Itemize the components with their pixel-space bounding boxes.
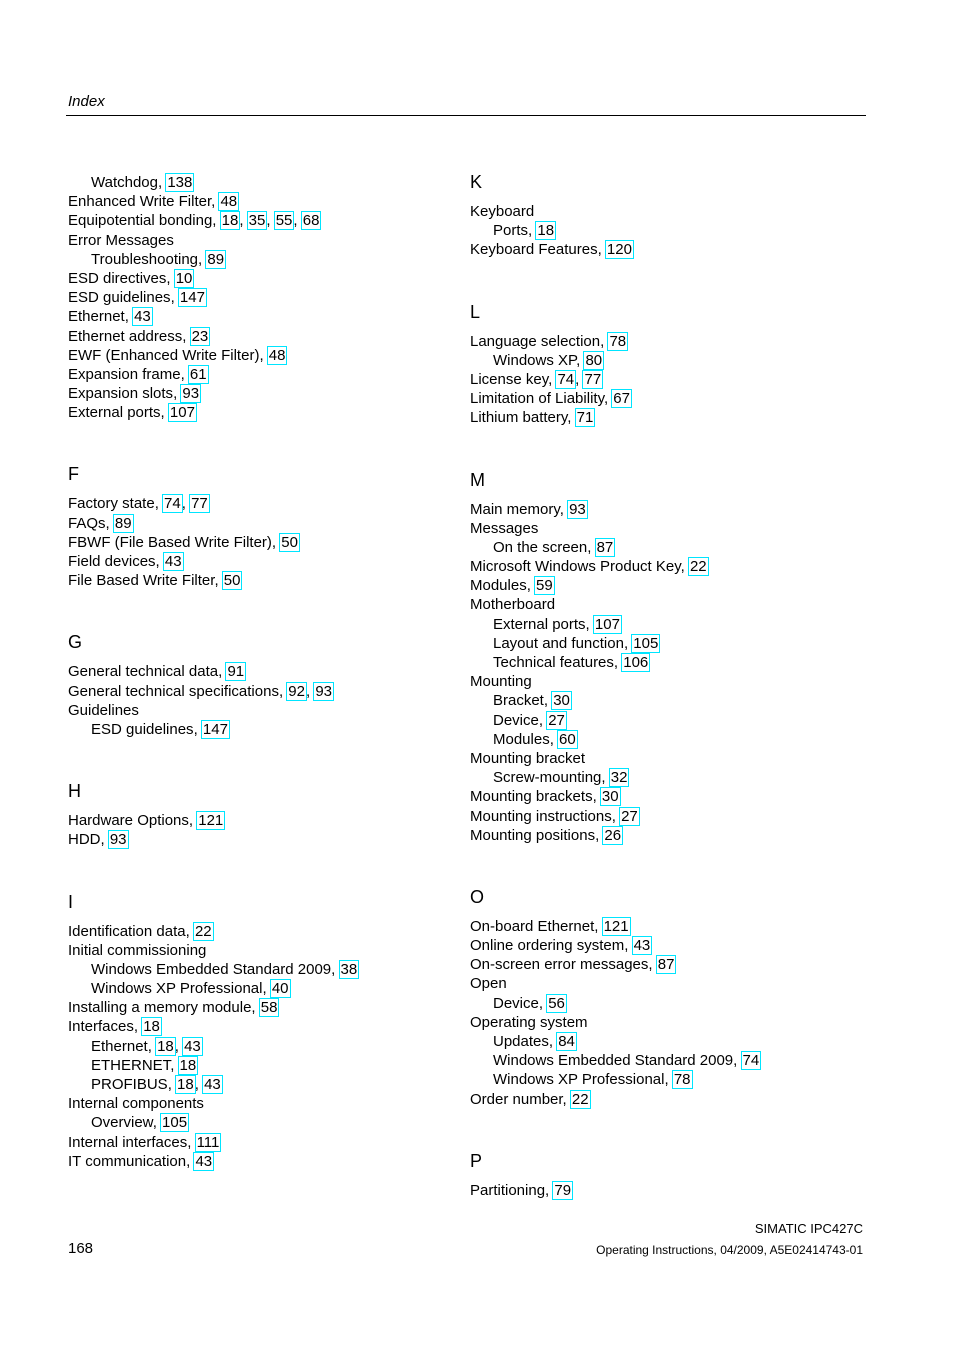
index-section — [470, 303, 850, 428]
entry-term: Initial commissioning — [68, 941, 207, 959]
index-entry: FBWF (File Based Write Filter), 50 — [68, 533, 298, 551]
index-entry: Internal interfaces, 111 — [68, 1133, 220, 1151]
index-subentry: ETHERNET, 18 — [91, 1056, 197, 1074]
entry-term: Modules — [493, 730, 550, 748]
entry-term: On the screen — [493, 538, 588, 556]
index-entry: Enhanced Write Filter, 48 — [68, 193, 238, 211]
page-reference-link[interactable]: 121 — [603, 917, 629, 935]
header-divider — [66, 115, 866, 116]
page-reference-link[interactable]: 18 — [177, 1076, 194, 1093]
entry-term: Troubleshooting — [91, 250, 199, 268]
index-subentry: Troubleshooting, 89 — [91, 250, 225, 268]
page-reference-link[interactable]: 43 — [134, 308, 151, 326]
index-entry: Expansion slots, 93 — [68, 385, 200, 403]
page-reference-link[interactable]: 71 — [576, 409, 594, 427]
page-reference-link[interactable]: 32 — [610, 769, 628, 787]
page-reference-link[interactable]: 22 — [689, 558, 707, 576]
page-reference-link[interactable]: 105 — [162, 1114, 188, 1132]
index-entry: Hardware Options, 121 — [68, 812, 224, 830]
entry-term: Factory state — [68, 495, 155, 513]
entry-term: HDD — [68, 831, 101, 849]
entry-term: Mounting instructions — [470, 807, 612, 825]
index-entry — [470, 1013, 850, 1032]
index-subentry: Windows XP, 80 — [493, 351, 603, 369]
index-entry — [470, 595, 850, 614]
entry-term: Device — [493, 994, 539, 1012]
page-reference-link[interactable]: 43 — [164, 553, 182, 570]
page-reference-link[interactable]: 91 — [227, 663, 245, 681]
page-reference-link[interactable]: 111 — [196, 1133, 220, 1151]
entry-term: Main memory — [470, 500, 560, 518]
page-reference-link[interactable]: 78 — [609, 332, 627, 350]
entry-term: Language selection — [470, 332, 601, 350]
entry-term: Ports — [493, 222, 529, 240]
index-entry: ESD guidelines, 147 — [68, 289, 205, 307]
entry-term: Windows XP Professional — [91, 980, 263, 998]
entry-term: Windows Embedded Standard 2009 — [493, 1052, 734, 1070]
page-reference-link[interactable]: 84 — [558, 1033, 575, 1050]
running-header: Index — [68, 93, 105, 110]
entry-term: Messages — [470, 519, 539, 537]
page-reference-link[interactable]: 89 — [114, 514, 132, 532]
index-subentry: Watchdog, 138 — [91, 174, 193, 191]
page-reference-link[interactable]: 48 — [220, 193, 238, 211]
index-section — [470, 1152, 850, 1200]
entry-term: PROFIBUS — [91, 1076, 168, 1093]
page-number: 168 — [68, 1240, 94, 1257]
page-reference-link[interactable]: 93 — [315, 682, 333, 700]
page-reference-link[interactable]: 78 — [673, 1071, 691, 1089]
entry-term: Technical features — [493, 654, 614, 671]
index-entry: IT communication, 43 — [68, 1152, 213, 1170]
page-reference-link[interactable]: 38 — [340, 960, 358, 978]
index-entry: Limitation of Liability, 67 — [470, 390, 630, 408]
index-entry: License key, 74, 77 — [470, 370, 602, 388]
page-reference-link[interactable]: 30 — [553, 692, 570, 710]
index-subentry: Windows XP Professional, 40 — [91, 980, 289, 998]
entry-term: Partitioning — [470, 1181, 546, 1199]
index-section — [68, 782, 448, 849]
index-section — [68, 633, 448, 739]
index-entry — [470, 519, 850, 538]
index-entry: Field devices, 43 — [68, 553, 182, 570]
entry-term: On-screen error messages — [470, 956, 649, 974]
index-subentry: Updates, 84 — [493, 1033, 575, 1050]
section-letter: F — [68, 464, 79, 485]
page-reference-link[interactable]: 80 — [585, 351, 603, 369]
page-reference-link[interactable]: 74 — [557, 370, 575, 388]
entry-term: Windows Embedded Standard 2009 — [91, 960, 332, 978]
page-reference-link[interactable]: 87 — [657, 956, 675, 974]
entry-term: Interfaces — [68, 1018, 134, 1036]
page-reference-link[interactable]: 89 — [207, 250, 225, 268]
page-reference-link[interactable]: 27 — [548, 711, 565, 729]
page-reference-link[interactable]: 23 — [191, 327, 209, 345]
index-entry: Equipotential bonding, 18, 35, 55, 68 — [68, 212, 320, 230]
page-reference-link[interactable]: 92 — [288, 682, 305, 700]
page-reference-link[interactable]: 138 — [167, 174, 193, 191]
index-subentry: External ports, 107 — [493, 615, 620, 633]
page-reference-link[interactable]: 35 — [248, 212, 266, 230]
entry-term: FBWF (File Based Write Filter) — [68, 533, 272, 551]
page-reference-link[interactable]: 147 — [202, 720, 228, 738]
page-reference-link[interactable]: 74 — [164, 495, 181, 513]
index-entry: General technical specifications, 92, 93 — [68, 682, 333, 700]
section-letter: H — [68, 781, 81, 802]
entry-term: ESD guidelines — [91, 720, 194, 738]
page-reference-link[interactable]: 77 — [584, 370, 602, 388]
page-reference-link[interactable]: 107 — [594, 615, 620, 633]
page-reference-link[interactable]: 60 — [559, 730, 576, 748]
index-subentry: Technical features, 106 — [493, 654, 649, 671]
entry-term: Internal components — [68, 1095, 204, 1113]
index-entry — [68, 231, 448, 250]
page-reference-link[interactable]: 18 — [537, 222, 555, 240]
index-entry: On-screen error messages, 87 — [470, 956, 675, 974]
page-reference-link[interactable]: 18 — [157, 1037, 174, 1055]
index-subentry: Modules, 60 — [493, 730, 576, 748]
page-reference-link[interactable]: 105 — [633, 634, 659, 652]
index-entry: Mounting brackets, 30 — [470, 788, 619, 806]
index-subentry: Windows XP Professional, 78 — [493, 1071, 691, 1089]
document-reference: Operating Instructions, 04/2009, A5E02414743-01 — [596, 1243, 863, 1257]
index-subentry: Ethernet, 18, 43 — [91, 1037, 201, 1055]
entry-term: Windows XP — [493, 351, 577, 369]
entry-term: Ethernet address — [68, 327, 183, 345]
index-subentry: Ports, 18 — [493, 222, 555, 240]
index-entry: On-board Ethernet, 121 — [470, 917, 629, 935]
section-letter: I — [68, 891, 74, 912]
page-reference-link[interactable]: 67 — [613, 390, 630, 408]
entry-term: Internal interfaces — [68, 1133, 188, 1151]
entry-term: ETHERNET — [91, 1056, 171, 1074]
index-entry: Installing a memory module, 58 — [68, 999, 278, 1017]
section-letter: P — [470, 1150, 483, 1171]
section-letter: M — [470, 469, 485, 490]
entry-term: Open — [470, 975, 507, 993]
index-subentry: Layout and function, 105 — [493, 634, 659, 652]
page-reference-link[interactable]: 93 — [569, 500, 586, 518]
page-reference-link[interactable]: 22 — [194, 922, 212, 940]
page-reference-link[interactable]: 18 — [179, 1056, 197, 1074]
index-entry — [68, 941, 448, 960]
entry-term: Expansion frame — [68, 365, 181, 383]
index-section — [470, 173, 850, 260]
index-entry: Modules, 59 — [470, 577, 553, 595]
entry-term: External ports — [68, 404, 161, 422]
index-entry — [470, 974, 850, 993]
entry-term: Ethernet — [68, 308, 125, 326]
index-subentry: ESD guidelines, 147 — [91, 720, 228, 738]
entry-term: Lithium battery — [470, 409, 568, 427]
index-subentry: Windows Embedded Standard 2009, 38 — [91, 960, 358, 978]
index-entry: Main memory, 93 — [470, 500, 586, 518]
entry-term: Field devices — [68, 553, 156, 570]
page-reference-link[interactable]: 61 — [189, 365, 207, 383]
page-reference-link[interactable]: 10 — [175, 269, 193, 287]
section-letter: O — [470, 886, 485, 907]
entry-term: Modules — [470, 577, 527, 595]
entry-term: Expansion slots — [68, 385, 174, 403]
page-reference-link[interactable]: 77 — [191, 495, 208, 513]
page-reference-link[interactable]: 87 — [596, 538, 614, 556]
page-reference-link[interactable]: 93 — [182, 385, 200, 403]
index-subentry: Overview, 105 — [91, 1114, 188, 1132]
index-entry — [68, 1094, 448, 1113]
entry-term: ESD guidelines — [68, 289, 171, 307]
entry-term: Equipotential bonding — [68, 212, 213, 230]
index-section — [470, 888, 850, 1109]
index-section — [68, 465, 448, 590]
page-reference-link[interactable]: 50 — [223, 572, 241, 590]
entry-term: Layout and function — [493, 634, 624, 652]
entry-term: Installing a memory module — [68, 999, 252, 1017]
index-section — [68, 893, 448, 1171]
page-reference-link[interactable]: 43 — [204, 1076, 221, 1093]
entry-term: Motherboard — [470, 596, 556, 614]
index-entry: Keyboard Features, 120 — [470, 241, 632, 259]
page-reference-link[interactable]: 18 — [221, 212, 239, 230]
entry-term: Order number — [470, 1090, 563, 1108]
entry-term: Mounting positions — [470, 826, 596, 844]
page-reference-link[interactable]: 48 — [268, 346, 286, 364]
index-entry: File Based Write Filter, 50 — [68, 572, 241, 590]
entry-term: Mounting — [470, 673, 532, 691]
index-entry — [470, 672, 850, 691]
entry-term: Screw-mounting — [493, 769, 602, 787]
index-entry: EWF (Enhanced Write Filter), 48 — [68, 346, 286, 364]
product-name: SIMATIC IPC427C — [754, 1221, 863, 1236]
page-reference-link[interactable]: 56 — [548, 994, 565, 1012]
entry-term: Windows XP Professional — [493, 1071, 665, 1089]
index-column-left — [68, 173, 448, 1171]
entry-term: Ethernet — [91, 1037, 148, 1055]
index-entry: Online ordering system, 43 — [470, 937, 651, 955]
index-entry: HDD, 93 — [68, 831, 127, 849]
page-reference-link[interactable]: 107 — [169, 404, 195, 422]
section-letter: L — [470, 301, 481, 322]
index-entry — [470, 202, 850, 221]
page-reference-link[interactable]: 26 — [604, 826, 622, 844]
page-reference-link[interactable]: 120 — [606, 241, 632, 259]
entry-term: File Based Write Filter — [68, 572, 215, 590]
page-reference-link[interactable]: 147 — [179, 289, 205, 307]
page-reference-link[interactable]: 121 — [198, 812, 224, 830]
index-entry: Interfaces, 18 — [68, 1018, 160, 1036]
page-reference-link[interactable]: 50 — [281, 533, 298, 551]
entry-term: Overview — [91, 1114, 153, 1132]
entry-term: Updates — [493, 1033, 549, 1050]
page-reference-link[interactable]: 58 — [260, 999, 278, 1017]
entry-term: Device — [493, 711, 539, 729]
index-entry: Factory state, 74, 77 — [68, 495, 208, 513]
entry-term: ESD directives — [68, 269, 167, 287]
entry-term: Hardware Options — [68, 812, 189, 830]
entry-term: Error Messages — [68, 231, 174, 249]
page-reference-link[interactable]: 18 — [143, 1018, 160, 1036]
index-entry: Lithium battery, 71 — [470, 409, 594, 427]
page-reference-link[interactable]: 74 — [742, 1052, 760, 1070]
page-reference-link[interactable]: 106 — [623, 654, 649, 671]
page-reference-link[interactable]: 30 — [601, 788, 619, 806]
index-entry: Expansion frame, 61 — [68, 365, 207, 383]
entry-term: General technical data — [68, 663, 219, 681]
page-reference-link[interactable]: 43 — [633, 937, 651, 955]
page-reference-link[interactable]: 59 — [536, 577, 553, 595]
index-entry: ESD directives, 10 — [68, 269, 193, 287]
entry-term: IT communication — [68, 1152, 187, 1170]
page-reference-link[interactable]: 68 — [302, 212, 320, 230]
index-entry: Ethernet address, 23 — [68, 327, 209, 345]
index-entry: Partitioning, 79 — [470, 1181, 572, 1199]
entry-term: FAQs — [68, 514, 106, 532]
index-section — [68, 173, 448, 422]
index-entry: Order number, 22 — [470, 1090, 589, 1108]
index-entry: Mounting instructions, 27 — [470, 807, 638, 825]
page-reference-link[interactable]: 79 — [554, 1181, 572, 1199]
index-entry: FAQs, 89 — [68, 514, 132, 532]
index-entry: Microsoft Windows Product Key, 22 — [470, 558, 707, 576]
index-section — [470, 471, 850, 845]
index-entry: Mounting positions, 26 — [470, 826, 622, 844]
entry-term: Watchdog — [91, 174, 158, 191]
page-reference-link[interactable]: 22 — [571, 1090, 589, 1108]
entry-term: License key — [470, 370, 549, 388]
index-entry: Language selection, 78 — [470, 332, 627, 350]
index-entry: Ethernet, 43 — [68, 308, 151, 326]
index-subentry: Screw-mounting, 32 — [493, 769, 628, 787]
page-reference-link[interactable]: 43 — [195, 1152, 213, 1170]
page-reference-link[interactable]: 43 — [184, 1037, 201, 1055]
entry-term: Guidelines — [68, 701, 139, 719]
entry-term: External ports — [493, 615, 586, 633]
entry-term: Limitation of Liability — [470, 390, 604, 408]
page-reference-link[interactable]: 27 — [621, 807, 638, 825]
entry-term: On-board Ethernet — [470, 917, 595, 935]
index-subentry: Device, 56 — [493, 994, 565, 1012]
index-subentry: On the screen, 87 — [493, 538, 614, 556]
index-column-right — [470, 173, 850, 1200]
index-entry — [470, 749, 850, 768]
entry-term: EWF (Enhanced Write Filter) — [68, 346, 260, 364]
index-subentry: Bracket, 30 — [493, 692, 570, 710]
page-reference-link[interactable]: 93 — [109, 831, 127, 849]
section-letter: G — [68, 632, 83, 653]
index-entry: General technical data, 91 — [68, 663, 245, 681]
index-subentry: PROFIBUS, 18, 43 — [91, 1076, 221, 1093]
index-entry — [68, 701, 448, 720]
entry-term: Mounting brackets — [470, 788, 593, 806]
entry-term: Online ordering system — [470, 937, 625, 955]
entry-term: Mounting bracket — [470, 749, 586, 767]
index-subentry: Windows Embedded Standard 2009, 74 — [493, 1052, 760, 1070]
page-reference-link[interactable]: 55 — [275, 212, 293, 230]
entry-term: Operating system — [470, 1013, 588, 1031]
page-reference-link[interactable]: 40 — [271, 980, 289, 998]
entry-term: Microsoft Windows Product Key — [470, 558, 681, 576]
index-entry: External ports, 107 — [68, 404, 195, 422]
entry-term: Identification data — [68, 922, 186, 940]
entry-term: Bracket — [493, 692, 544, 710]
entry-term: Enhanced Write Filter — [68, 193, 212, 211]
index-subentry: Device, 27 — [493, 711, 565, 729]
index-entry: Identification data, 22 — [68, 922, 212, 940]
entry-term: Keyboard Features — [470, 241, 598, 259]
entry-term: General technical specifications — [68, 682, 279, 700]
section-letter: K — [470, 172, 483, 192]
entry-term: Keyboard — [470, 203, 535, 220]
